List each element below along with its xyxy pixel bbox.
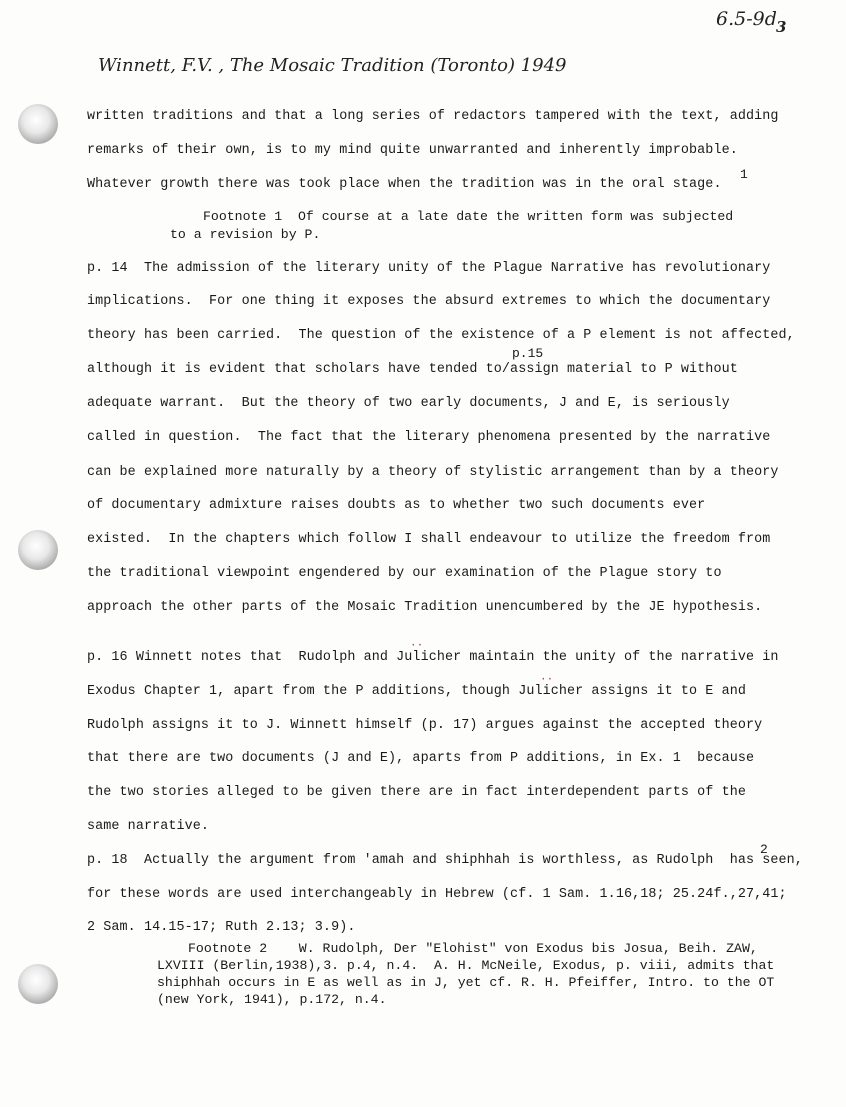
p14-line-8: of documentary admixture raises doubts as to whether two such documents ever xyxy=(87,498,706,513)
footnote-2-line-2: LXVIII (Berlin,1938),3. p.4, n.4. A. H. McNeile, Exodus, p. viii, admits that xyxy=(157,958,775,973)
p14-line-5: adequate warrant. But the theory of two early documents, J and E, is seriously xyxy=(87,396,730,411)
p16-line-5: the two stories alleged to be given there are in fact interdependent parts of the xyxy=(87,785,746,800)
umlaut-mark-1: ·· xyxy=(410,640,424,652)
umlaut-mark-2: ·· xyxy=(540,674,554,686)
binder-hole-top xyxy=(18,104,58,144)
p14-line-10: the traditional viewpoint engendered by our examination of the Plague story to xyxy=(87,566,722,581)
p14-line-11: approach the other parts of the Mosaic Tradition unencumbered by the JE hypothesis. xyxy=(87,600,763,615)
footnote-2-line-3: shiphhah occurs in E as well as in J, yet cf. R. H. Pfeiffer, Intro. to the OT xyxy=(157,975,775,990)
handwritten-citation: Winnett, F.V. , The Mosaic Tradition (Toronto) 1949 xyxy=(98,55,567,76)
footnote-2-line-4: (new York, 1941), p.172, n.4. xyxy=(157,992,387,1007)
binder-hole-middle xyxy=(18,530,58,570)
p16-line-1: p. 16 Winnett notes that Rudolph and Julicher maintain the unity of the narrative in xyxy=(87,650,779,665)
handwritten-corner-code: 6.5-9d xyxy=(716,8,777,30)
p14-line-4: although it is evident that scholars have tended to/assign material to P without xyxy=(87,362,738,377)
p18-line-1: p. 18 Actually the argument from 'amah and shiphhah is worthless, as Rudolph has seen, xyxy=(87,853,803,868)
footnote-1-line-2: to a revision by P. xyxy=(170,227,321,242)
p14-line-2: implications. For one thing it exposes the absurd extremes to which the documentary xyxy=(87,294,771,309)
p18-line-3: 2 Sam. 14.15-17; Ruth 2.13; 3.9). xyxy=(87,920,356,935)
footnote-1-line-1: Footnote 1 Of course at a late date the written form was subjected xyxy=(203,209,734,224)
p16-line-3: Rudolph assigns it to J. Winnett himself (p. 17) argues against the accepted theory xyxy=(87,718,763,733)
p16-line-4: that there are two documents (J and E), aparts from P additions, in Ex. 1 because xyxy=(87,751,755,766)
body-line-2: remarks of their own, is to my mind quite unwarranted and inherently improbable. xyxy=(87,143,738,158)
p18-line-2: for these words are used interchangeably in Hebrew (cf. 1 Sam. 1.16,18; 25.24f.,27,41; xyxy=(87,887,787,902)
footnote-2-line-1: Footnote 2 W. Rudolph, Der "Elohist" von Exodus bis Josua, Beih. ZAW, xyxy=(188,941,758,956)
body-line-3: Whatever growth there was took place when the tradition was in the oral stage. xyxy=(87,177,722,192)
p16-line-2: Exodus Chapter 1, apart from the P additions, though Julicher assigns it to E and xyxy=(87,684,746,699)
footnote-1-marker: 1 xyxy=(740,167,748,182)
p14-line-9: existed. In the chapters which follow I shall endeavour to utilize the freedom from xyxy=(87,532,771,547)
p14-line-1: p. 14 The admission of the literary unity of the Plague Narrative has revolutionary xyxy=(87,261,771,276)
binder-hole-bottom xyxy=(18,964,58,1004)
body-line-1: written traditions and that a long series of redactors tampered with the text, adding xyxy=(87,109,779,124)
p14-line-3: theory has been carried. The question of the existence of a P element is not affected, xyxy=(87,328,795,343)
p16-line-6: same narrative. xyxy=(87,819,210,834)
handwritten-corner-suffix: 3 xyxy=(776,18,787,36)
p15-marker: p.15 xyxy=(512,346,544,361)
p14-line-7: can be explained more naturally by a theory of stylistic arrangement than by a theory xyxy=(87,465,779,480)
footnote-2-marker: 2 xyxy=(760,842,768,857)
p14-line-6: called in question. The fact that the literary phenomena presented by the narrative xyxy=(87,430,771,445)
